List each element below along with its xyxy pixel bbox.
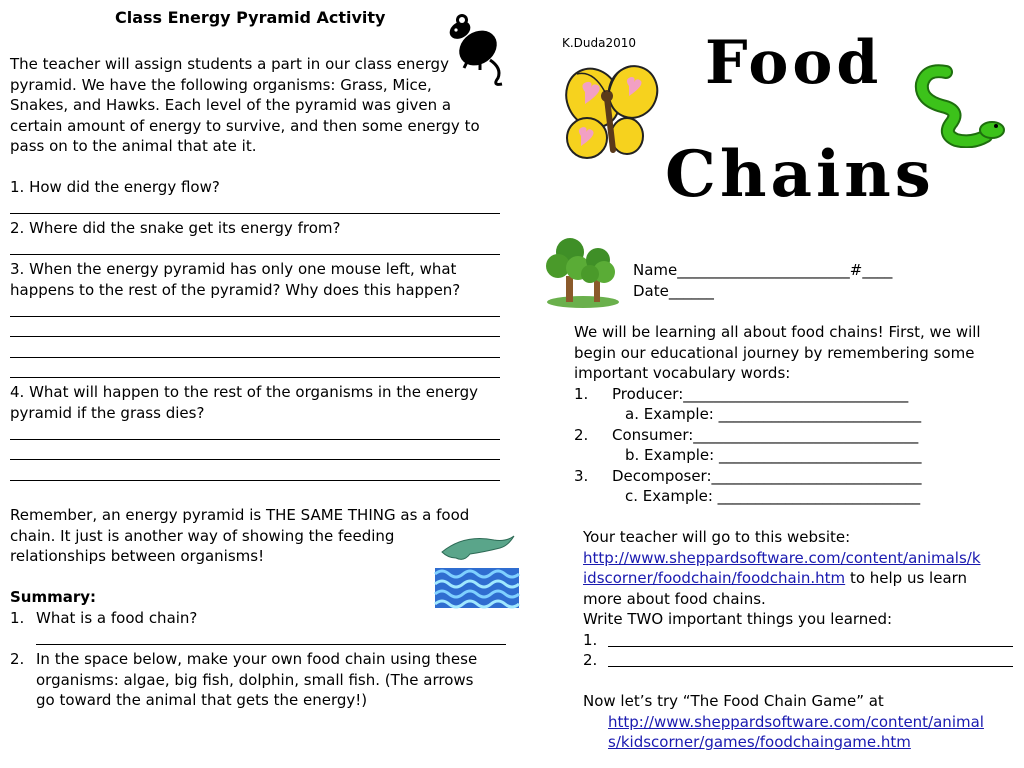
answer-line — [10, 459, 500, 460]
title-food: Food — [705, 28, 883, 98]
intro-line-2: pyramid. We have the following organisms: Grass, Mice, — [10, 75, 432, 94]
trees-icon — [544, 230, 622, 310]
vocab-decomposer: Decomposer:____________________________ — [612, 466, 922, 485]
vocab-1-number: 1. — [574, 384, 589, 403]
mouse-icon — [440, 8, 510, 88]
answer-line — [10, 336, 500, 337]
vocab-producer-example: a. Example: ___________________________ — [625, 405, 922, 423]
vocab-producer: Producer:______________________________ — [612, 384, 909, 403]
answer-line — [10, 254, 500, 255]
learned-2-number: 2. — [583, 651, 598, 669]
snake-icon — [912, 62, 1008, 148]
food-chain-link[interactable]: http://www.sheppardsoftware.com/content/animals/k — [583, 548, 981, 567]
remember-line-3: relationships between organisms! — [10, 547, 265, 565]
remember-line-1: Remember, an energy pyramid is THE SAME THING as a food — [10, 506, 470, 524]
answer-line — [10, 213, 500, 214]
learn-line-1: We will be learning all about food chains! First, we will — [574, 323, 981, 341]
intro-line-3: Snakes, and Hawks. Each level of the pyramid was given a — [10, 96, 452, 114]
food-chain-link-line-2 — [583, 568, 967, 589]
answer-line — [10, 439, 500, 440]
title-chains: Chains — [665, 137, 935, 212]
game-intro: Now let’s try “The Food Chain Game” at — [583, 692, 884, 710]
write-two-label: Write TWO important things you learned: — [583, 610, 893, 628]
summary-2-line-1: In the space below, make your own food chain using these — [36, 650, 478, 668]
summary-1-number: 1. — [10, 608, 25, 627]
name-field[interactable]: Name_______________________#____ — [633, 261, 893, 279]
dolphin-waves-icon — [434, 528, 520, 610]
answer-line — [10, 316, 500, 317]
activity-title: Class Energy Pyramid Activity — [115, 8, 386, 27]
question-4-line-1: 4. What will happen to the rest of the organisms in the energy — [10, 383, 478, 401]
learn-line-3: important vocabulary words: — [574, 364, 791, 382]
date-field[interactable]: Date______ — [633, 281, 714, 300]
game-link-line-1 — [608, 712, 984, 733]
intro-line-1: The teacher will assign students a part in our class energy — [10, 55, 449, 73]
vocab-2-number: 2. — [574, 425, 589, 444]
answer-line — [10, 377, 500, 378]
vocab-consumer-example: b. Example: ___________________________ — [625, 446, 922, 464]
question-4-line-2: pyramid if the grass dies? — [10, 403, 205, 422]
remember-line-2: chain. It just is another way of showing the feeding — [10, 526, 395, 545]
learned-2-line — [608, 666, 1013, 667]
website-intro: Your teacher will go to this website: — [583, 528, 851, 546]
summary-2-number: 2. — [10, 650, 25, 668]
more-about: more about food chains. — [583, 589, 766, 608]
vocab-3-number: 3. — [574, 466, 589, 485]
question-1: 1. How did the energy flow? — [10, 178, 220, 196]
answer-line — [10, 480, 500, 481]
intro-line-4: certain amount of energy to survive, and then some energy to — [10, 116, 480, 135]
summary-label: Summary: — [10, 588, 97, 606]
vocab-consumer: Consumer:______________________________ — [612, 425, 919, 444]
food-chain-link-line-1[interactable] — [583, 548, 981, 569]
learned-1-line — [608, 646, 1013, 647]
question-3-line-1: 3. When the energy pyramid has only one mouse left, what — [10, 260, 457, 278]
link-followup: to help us learn — [845, 569, 968, 587]
author-credit: K.Duda2010 — [562, 36, 637, 50]
summary-1-text: What is a food chain? — [36, 608, 198, 627]
summary-2-line-2: organisms: algae, big fish, dolphin, small fish. (The arrows — [36, 670, 474, 689]
learn-line-2: begin our educational journey by remembering some — [574, 343, 975, 362]
game-link[interactable]: http://www.sheppardsoftware.com/content/animal — [608, 712, 984, 731]
game-link-line-2 — [608, 732, 911, 753]
learned-1-number: 1. — [583, 630, 598, 649]
question-3-line-2: happens to the rest of the pyramid? Why does this happen? — [10, 280, 461, 299]
vocab-decomposer-example: c. Example: ___________________________ — [625, 487, 921, 505]
summary-2-line-3: go toward the animal that gets the energy!) — [36, 691, 368, 709]
question-2: 2. Where did the snake get its energy from? — [10, 219, 341, 237]
butterfly-icon — [555, 58, 667, 168]
game-link-end[interactable]: s/kidscorner/games/foodchaingame.htm — [608, 733, 911, 751]
intro-line-5: pass on to the animal that ate it. — [10, 137, 257, 155]
answer-line — [10, 357, 500, 358]
answer-line — [36, 644, 506, 645]
food-chain-link-end[interactable]: idscorner/foodchain/foodchain.htm — [583, 569, 846, 587]
